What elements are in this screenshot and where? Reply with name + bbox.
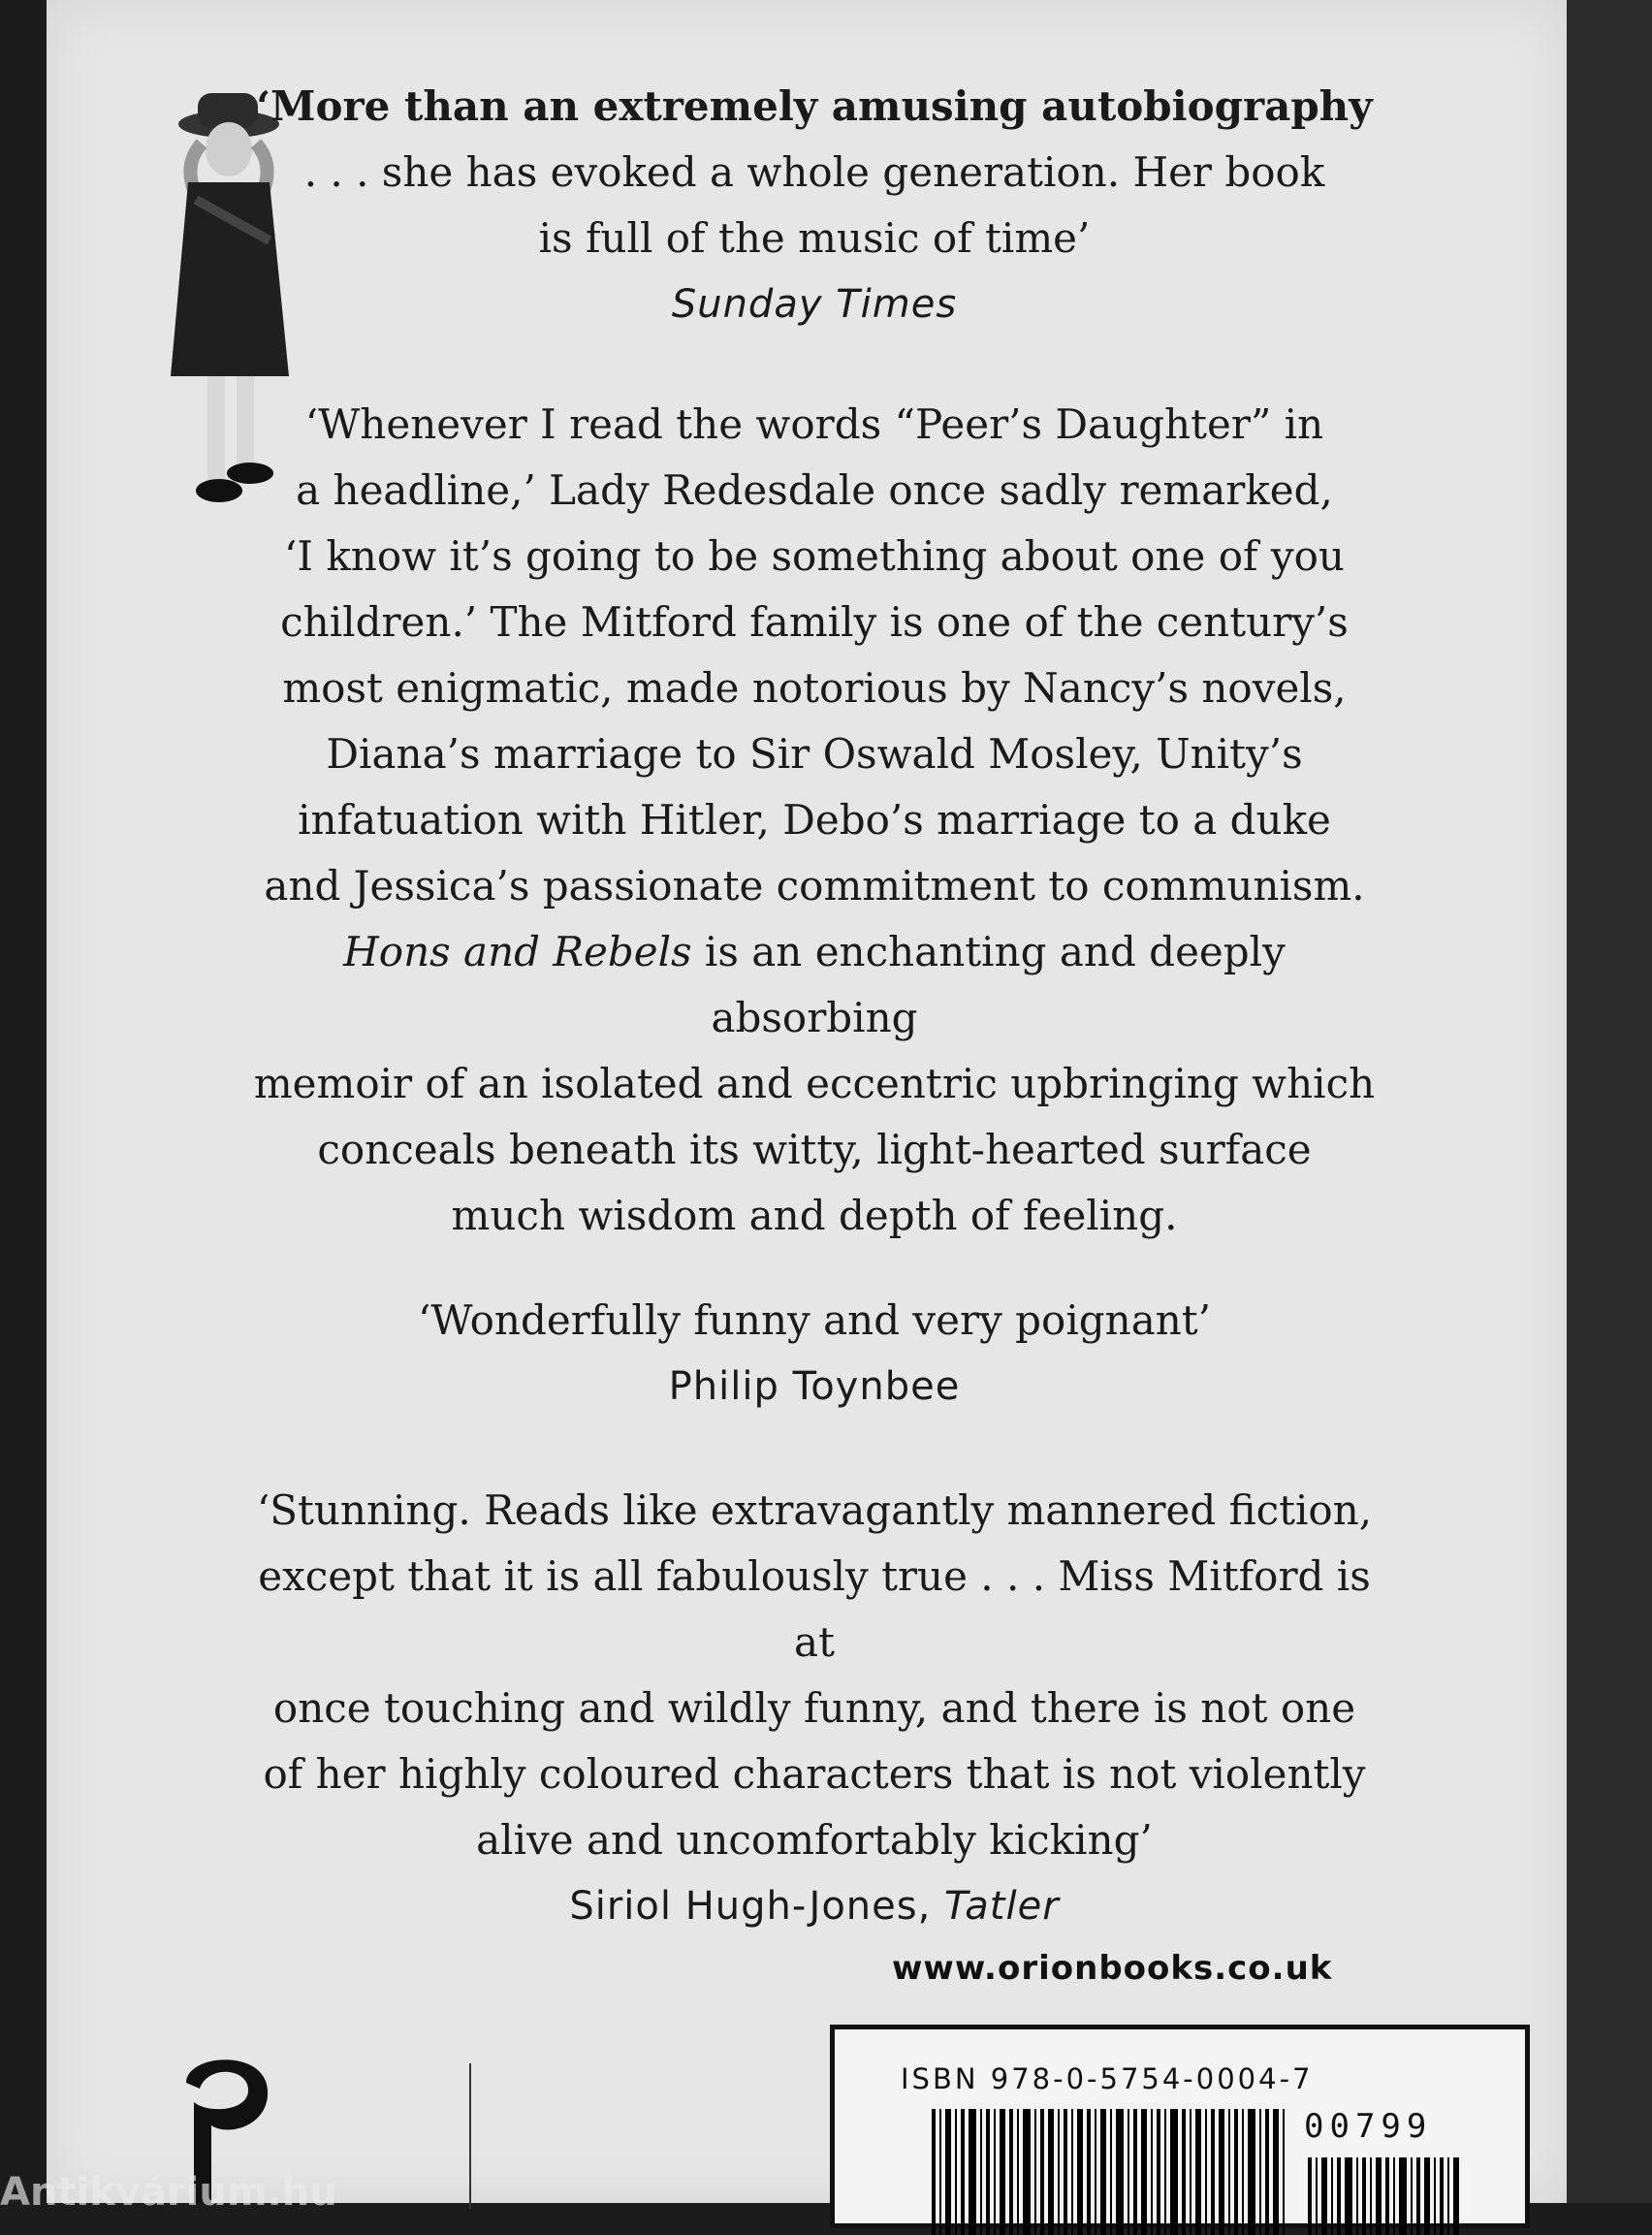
blurb-line: memoir of an isolated and eccentric upbringing which (253, 1060, 1376, 1107)
quote-line: ‘More than an extremely amusing autobiography (256, 82, 1373, 130)
attribution-source: Tatler (944, 1884, 1060, 1929)
blurb-line: a headline,’ Lady Redesdale once sadly remarked, (296, 466, 1333, 514)
blurb-line: and Jessica’s passionate commitment to communism. (264, 862, 1365, 910)
blurb-line: much wisdom and depth of feeling. (451, 1192, 1178, 1239)
quote-line: except that it is all fabulously true . . . Miss Mitford is at (258, 1552, 1371, 1666)
attribution-name: Siriol Hugh-Jones, (569, 1884, 945, 1929)
watermark-text: Antikvárium.hu (0, 2170, 337, 2215)
isbn-text: ISBN 978-0-5754-0004-7 (901, 2062, 1314, 2095)
quote-line: once touching and wildly funny, and there is not one (272, 1684, 1356, 1732)
blurb-text: is an enchanting and deeply absorbing (691, 928, 1286, 1041)
blurb-line: infatuation with Hitler, Debo’s marriage to a duke (298, 796, 1331, 844)
book-title: Hons and Rebels (343, 928, 692, 975)
quote-line: ‘Wonderfully funny and very poignant’ (417, 1296, 1212, 1344)
blurb-line: most enigmatic, made notorious by Nancy’s novels, (282, 664, 1347, 712)
blurb-line: ‘I know it’s going to be something about one of you (284, 532, 1345, 580)
barcode-icon (932, 2109, 1523, 2235)
blurb-line: ‘Whenever I read the words “Peer’s Daughter” in (304, 400, 1324, 448)
quote-philip-toynbee (242, 1288, 1386, 1420)
quote-line: ‘Stunning. Reads like extravagantly mannered fiction, (256, 1486, 1373, 1534)
quote-attribution (242, 1873, 1386, 1939)
cover-edge (1567, 0, 1652, 2203)
divider-line (469, 2063, 471, 2209)
quote-line: alive and uncomfortably kicking’ (476, 1816, 1153, 1864)
quote-tatler (242, 1478, 1386, 1939)
quote-line: . . . she has evoked a whole generation. Her book (303, 148, 1325, 196)
quote-attribution: Sunday Times (671, 282, 958, 327)
price-code: 00799 (1304, 2107, 1433, 2146)
blurb-line: children.’ The Mitford family is one of the century’s (280, 598, 1349, 646)
blurb-line: Diana’s marriage to Sir Oswald Mosley, Unity’s (326, 730, 1303, 778)
quote-attribution: Philip Toynbee (668, 1364, 961, 1409)
blurb-line: conceals beneath its witty, light-hearted surface (317, 1126, 1312, 1173)
quote-sunday-times (242, 74, 1386, 337)
quote-line: is full of the music of time’ (538, 214, 1091, 262)
quote-line: of her highly coloured characters that is not violently (263, 1750, 1366, 1798)
publisher-website[interactable]: www.orionbooks.co.uk (892, 1949, 1333, 1988)
blurb-line (242, 919, 1386, 1051)
barcode-box (830, 2025, 1530, 2228)
blurb (242, 392, 1386, 1249)
